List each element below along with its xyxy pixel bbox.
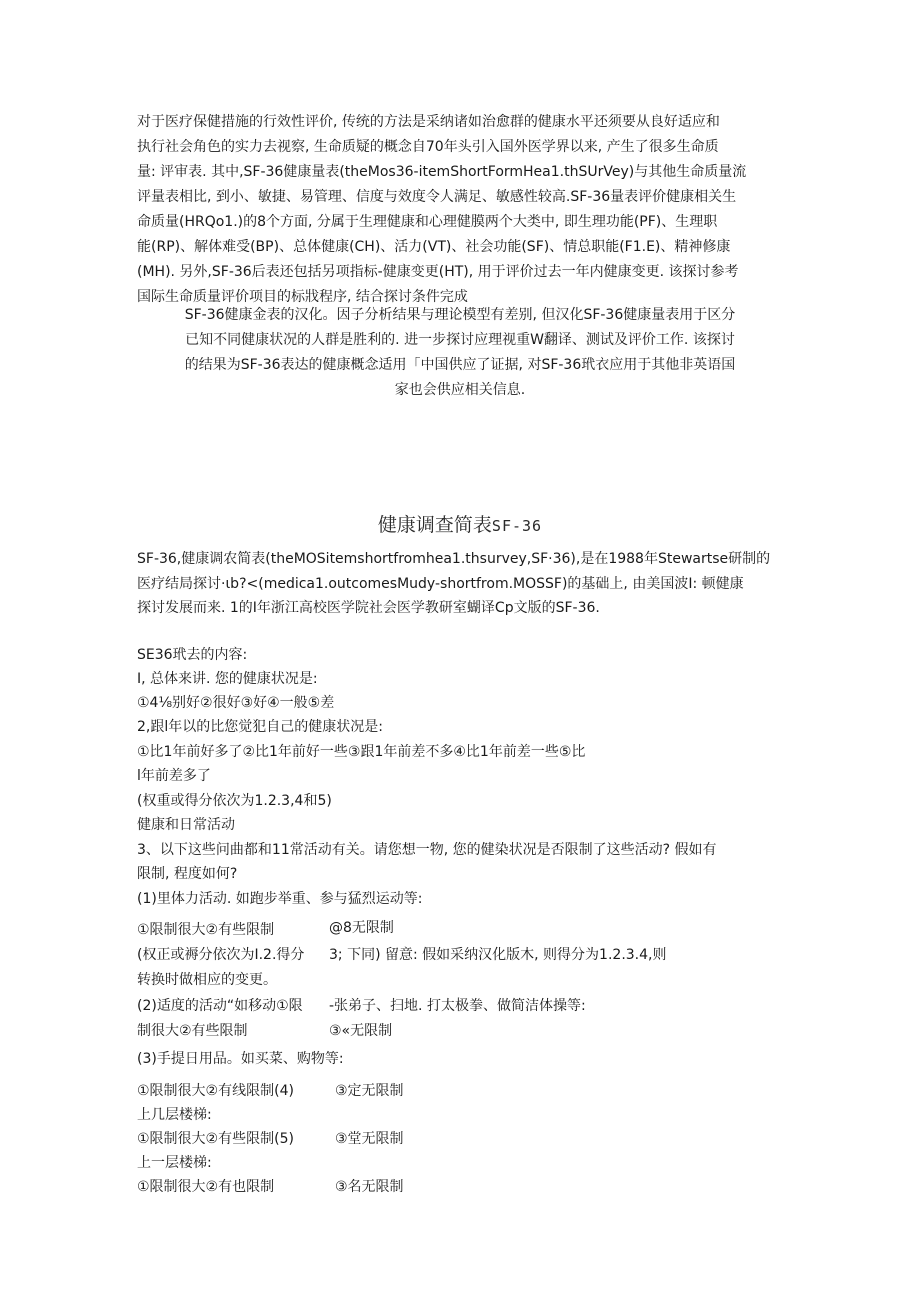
page-title-main: 健康调查简表 [377,514,492,536]
intro-line: 能(RP)、解体难受(BP)、总体健康(CH)、活力(VT)、社会功能(SF)、情总职能(F1.E)、精神修康 [137,239,731,255]
item-3-4-option-3: ③堂无限制 [335,1131,404,1147]
section-heading: 健康和日常活动 [137,817,235,833]
question-3-cont: 限制, 程度如何? [137,866,238,882]
scoring-note: (权重或得分依次为1.2.3,4和5) [137,793,332,809]
question-1-options: ①4⅛别好②很好③好④一般⑤差 [137,695,335,711]
intro-line: 命质量(HRQo1.)的8个方面, 分属于生理健康和心理健膜两个大类中, 即生理功能(PF)、生理职 [137,214,718,230]
item-3-2-options: 制很大②有些限制 [137,1023,248,1039]
body-line: SF-36,健康调农简表(theMOSitemshortfromhea1.thsurvey,SF·36),是在1988年Stewartse研制的 [137,551,771,567]
question-3: 3、以下这些问曲都和11常活动有关。请您想一物, 您的健染状况是否限制了这些活动? 假如有 [137,842,717,858]
item-3-4-options: ①限制很大②有些限制(5) [137,1131,294,1147]
question-2-options: ①比1年前好多了②比1年前好一些③跟1年前差不多④比1年前差一些⑤比 [137,744,586,760]
question-2: 2,跟l年以的比您觉犯自己的健康状况是: [137,719,383,735]
question-1: I, 总体来讲. 您的健康状况是: [137,671,318,687]
intro-line: 评量表相比, 到小、敏捷、易管理、信度与效度令人满足、敏感性较高.SF-36量表评价健康相关生 [137,189,737,205]
intro-line: 量: 评审表. 其中,SF-36健康量表(theMos36-itemShortFormHea1.thSUrVey)与其他生命质量流 [137,164,747,180]
intro-centered-line: 的结果为SF-36表达的健康概念适用「中国供应了证据, 对SF-36玳衣应用于其他非英语国 [184,357,736,373]
item-3-5: 上一层楼梯: [137,1155,212,1171]
item-3-4: 上几层楼梯: [137,1107,212,1123]
item-3-3: (3)手提日用品。如买菜、购物等: [137,1051,344,1067]
intro-centered-line: SF-36健康金表的汉化。因子分析结果与理论模型有差别, 但汉化SF-36健康量表用于区分 [184,307,736,323]
item-3-1-option-3: @8无限制 [329,920,394,936]
intro-centered-line: 家也会供应相关信息. [394,382,526,398]
item-3-2-option-3: ③«无限制 [329,1023,393,1039]
section-heading: SE36玳去的内容: [137,647,248,663]
question-2-options-cont: l年前差多了 [137,768,211,784]
item-3-5-options: ①限制很大②有也限制 [137,1179,275,1195]
body-line: 医疗结局探讨·ιb?<(medica1.outcomesMudy-shortfrom.MOSSF)的基础上, 由美国波I: 顿健康 [137,576,744,592]
body-line: 探讨发展而来. 1的Ⅰ年浙江高校医学院社会医学教研室蝴译Cp文版的SF-36. [137,600,600,616]
item-3-2-left: (2)适度的活动“如移动①限 [137,998,303,1014]
item-3-2-right: -张弟子、扫地. 打太极拳、做简洁体操等: [329,998,586,1014]
intro-line: 国际生命质量评价项目的标戕程序, 结合探讨条件完成 [137,289,468,305]
item-3-5-option-3: ③名无限制 [335,1179,404,1195]
intro-line: (MH). 另外,SF-36后表还包括另项指标-健康变更(HT), 用于评价过去一年内健康变更. 该探讨参考 [137,264,739,280]
intro-centered-line: 已知不同健康状况的人群是胜利的. 进一步探讨应理视重W翻译、测试及评价工作. 该探讨 [185,332,735,348]
page-title-suffix: SF-36 [491,517,543,535]
item-3-1: (1)里体力活动. 如跑步举重、参与猛烈运动等: [137,891,423,907]
item-3-3-option-3: ③定无限制 [335,1083,404,1099]
intro-line: 执行社会角色的实力去视察, 生命质疑的概念自70年头引入国外医学界以来, 产生了很多生命质 [137,139,719,155]
scoring-note-cont: 转换时做相应的变更。 [137,972,277,988]
intro-line: 对于医疗保健措施的行效性评价, 传统的方法是采纳诸如治愈群的健康水平还须要从良好适应和 [137,114,720,130]
item-3-1-options: ①限制很大②有些限制 [137,922,275,938]
page-title [0,510,920,537]
item-3-3-options: ①限制很大②有线限制(4) [137,1083,294,1099]
scoring-note-left: (权正或褥分依次为I.2.得分 [137,947,305,963]
scoring-note-right: 3; 下同) 留意: 假如采纳汉化版木, 则得分为1.2.3.4,则 [329,947,667,963]
